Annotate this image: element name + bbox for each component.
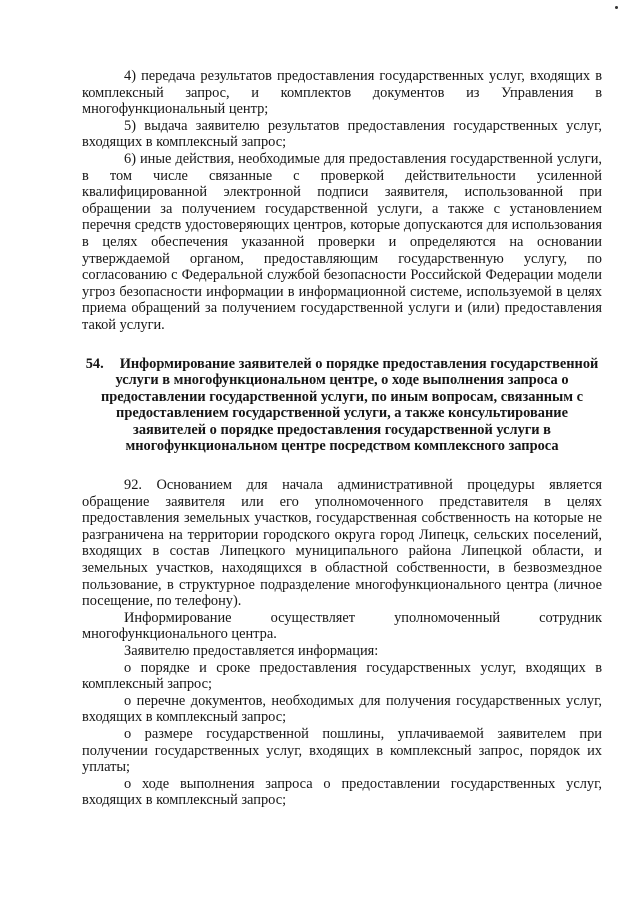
- list-item-6: 6) иные действия, необходимые для предоставления государственной услуги, в том числе связанные с проверкой действительности усиленной квалифицированной электронной подписи заявителя, использованной при обращении за получением государственной услуги, а также с установлением перечня средств удостоверяющих центров, которые допускаются для использования в целях обеспечения указанной проверки и определяются на основании утверждаемой органом, предоставляющим государственную услугу, по согласованию с Федеральной службой безопасности Российской Федерации модели угроз безопасности информации в информационной системе, используемой в целях приема обращений за получением государственной услуги и (или) предоставления такой услуги.: [82, 150, 602, 333]
- scan-mark: [615, 6, 618, 9]
- info-item-progress: о ходе выполнения запроса о предоставлении государственных услуг, входящих в комплексный запрос;: [82, 775, 602, 809]
- paragraph-info-intro: Заявителю предоставляется информация:: [124, 643, 379, 659]
- list-item-4: 4) передача результатов предоставления государственных услуг, входящих в комплексный запрос, и комплектов документов из Управления в многофункциональный центр;: [82, 68, 602, 118]
- section-number: 54.: [85, 355, 104, 372]
- paragraph-92: 92. Основанием для начала административной процедуры является обращение заявителя или его уполномоченного представителя в целях предоставления земельных участков, государственная собственность на которые не разграничена на территории городского округа город Липецк, сельских поселений, входящих в состав Липецкого муниципального района Липецкой области, и земельных участков, находящихся в областной собственности, в безвозмездное пользование, в структурное подразделение многофункционального центра (личное посещение, по телефону).: [82, 477, 602, 610]
- info-item-documents: о перечне документов, необходимых для получения государственных услуг, входящих в комплексный запрос;: [82, 692, 602, 726]
- section-title: Информирование заявителей о порядке предоставления государственной услуги в многофункциональном центре, о ходе выполнения запроса о предоставлении государственной услуги, по иным вопросам, связанным с предоставлением государственной услуги, а также консультирование заявителей о порядке предоставления государственной услуги в многофункциональном центре посредством комплексного запроса: [100, 355, 599, 455]
- info-item-procedure: о порядке и сроке предоставления государственных услуг, входящих в комплексный запрос;: [82, 659, 602, 693]
- info-item-fee: о размере государственной пошлины, уплачиваемой заявителем при получении государственных услуг, входящих в комплексный запрос, порядок их уплаты;: [82, 725, 602, 776]
- list-item-5: 5) выдача заявителю результатов предоставления государственных услуг, входящих в комплексный запрос;: [82, 117, 602, 151]
- section-heading: [82, 356, 602, 456]
- paragraph-informing: Информирование осуществляет уполномоченный сотрудник многофункционального центра.: [82, 609, 602, 643]
